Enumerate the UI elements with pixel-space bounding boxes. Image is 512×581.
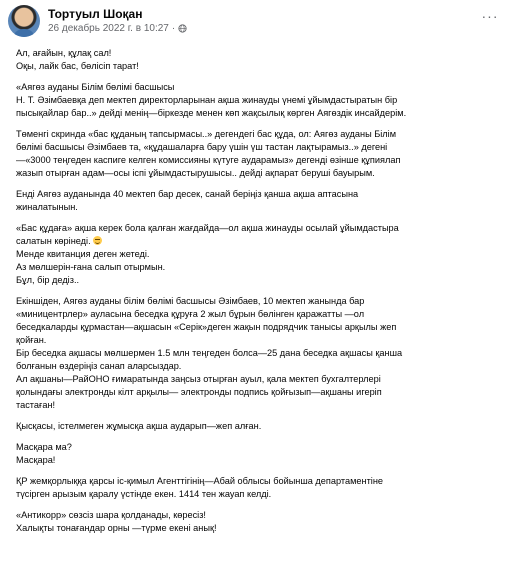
globe-icon[interactable] <box>178 24 187 33</box>
post-text-line: бөлімі басшысы Әзімбаев та, «құдашаларға бару үшін үш тастан лақтырамыз..» дегені <box>16 142 388 152</box>
post-text-line: Ал, ағайын, құлақ сал! <box>16 48 112 58</box>
post-text-line: Екіншіден, Аягөз ауданы білім бөлімі басшысы Әзімбаев, 10 мектеп жанында бар <box>16 296 365 306</box>
post-text-line: Н. Т. Әзімбаевқа деп мектеп директорларынан ақша жинауды үнемі ұйымдастыратын бір <box>16 95 398 105</box>
post-text-line: «Аягөз ауданы Білім бөлімі басшысы <box>16 82 175 92</box>
post-text-line: Бір беседка ақшасы мөлшермен 1.5 млн теңгеден болса—25 дана беседка ақшасы қанша <box>16 348 403 358</box>
post-text-line: «миницентрлер» ауласына беседка құруға 2 жыл бұрын бөлінген қаражатты —ол <box>16 309 365 319</box>
post-text-line: —«3000 теңгеден каспиге келген комиссияны күтуге аударамыз» дегенді өзінше құпиялап <box>16 155 401 165</box>
author-avatar[interactable] <box>8 5 40 37</box>
post-paragraph <box>16 441 502 467</box>
post-text-line: Төменгі скринда «бас құданың тапсырмасы..» дегендегі бас құда, ол: Аягөз ауданы Білім <box>16 129 397 139</box>
post-text-line: Масқара ма? <box>16 442 72 452</box>
post-timestamp[interactable]: 26 декабрь 2022 г. в 10:27 <box>48 23 169 34</box>
post-paragraph <box>16 222 502 248</box>
post-text-line: түсірген арызым қаралу үстінде екен. 1414 тен жауап келді. <box>16 489 272 499</box>
post-paragraph <box>16 47 502 73</box>
post-subline <box>48 22 187 35</box>
post-paragraph <box>16 81 502 120</box>
post-paragraph <box>16 475 502 501</box>
grinning-face-icon <box>93 236 102 245</box>
author-name[interactable]: Тортуыл Шоқан <box>48 7 143 21</box>
post-text-line: «Антикорр» сөзсіз шара қолданады, көресіз! <box>16 510 206 520</box>
post-text-line: Енді Аягөз ауданында 40 мектеп бар десек, санай беріңіз қанша ақша аптасына <box>16 189 359 199</box>
post-text-line: тастаған! <box>16 400 56 410</box>
post-header <box>8 4 187 38</box>
post-paragraph <box>16 248 502 287</box>
more-options-icon[interactable]: ··· <box>481 8 499 24</box>
post-text-line: Менде квитанция деген жетеді. <box>16 249 150 259</box>
post-text-line: жиналатынын. <box>16 202 78 212</box>
post-text-line: Халықты тонағандар орны —түрме екені анық! <box>16 523 217 533</box>
timestamp-separator: · <box>171 23 176 34</box>
post-text-line: қойған. <box>16 335 47 345</box>
post-text-line: Қысқасы, істелмеген жұмысқа ақша аударып—жеп алған. <box>16 421 262 431</box>
post-text-line: Бұл, бір дедіз.. <box>16 275 80 285</box>
post-meta <box>48 7 187 35</box>
post-text-line: «Бас құдаға» ақша керек бола қалған жағдайда—ол ақша жинауды осылай ұйымдастыра <box>16 223 399 233</box>
post-text-line: жазып отырған адам—осы іспі ұйымдастырушысы.. дейді ақпарат беруші бауырым. <box>16 168 375 178</box>
post-text-line: Ал ақшаны—РайОНО ғимаратында заңсыз отырған ауыл, қала мектеп бухгалтерлері <box>16 374 381 384</box>
post-paragraph <box>16 188 502 214</box>
post-text-line: Масқара! <box>16 455 56 465</box>
post-content <box>16 47 502 543</box>
post-paragraph <box>16 128 502 180</box>
post-text-line: Оқы, лайк бас, бөлісіп тарат! <box>16 61 139 71</box>
post-text-line: болғанын өздеріңіз санап аларсыздар. <box>16 361 182 371</box>
post-text-line: беседкаларды құрмастан—ақшасын «Серік»деген жақын подрядчик танысы арқылы жеп <box>16 322 397 332</box>
post-text-line: Аз мөлшерін-ғана салып отырмын. <box>16 262 166 272</box>
post-text-line: пысықайлар бар..» дейді менің—біркезде менен көп жақсылық көрген Аягөздік инсайдерім. <box>16 108 407 118</box>
post-paragraph <box>16 509 502 535</box>
post-paragraph <box>16 295 502 412</box>
post-text-line: қолындағы электронды кілт арқылы— электронды подпись қойғызып—ақшаны игеріп <box>16 387 382 397</box>
post-paragraph <box>16 420 502 433</box>
post-text-line: ҚР жемқорлыққа қарсы іс-қимыл Агенттігінің—Абай облысы бойынша департаментіне <box>16 476 384 486</box>
post-text-line: салатын көрінеді. <box>16 235 502 248</box>
